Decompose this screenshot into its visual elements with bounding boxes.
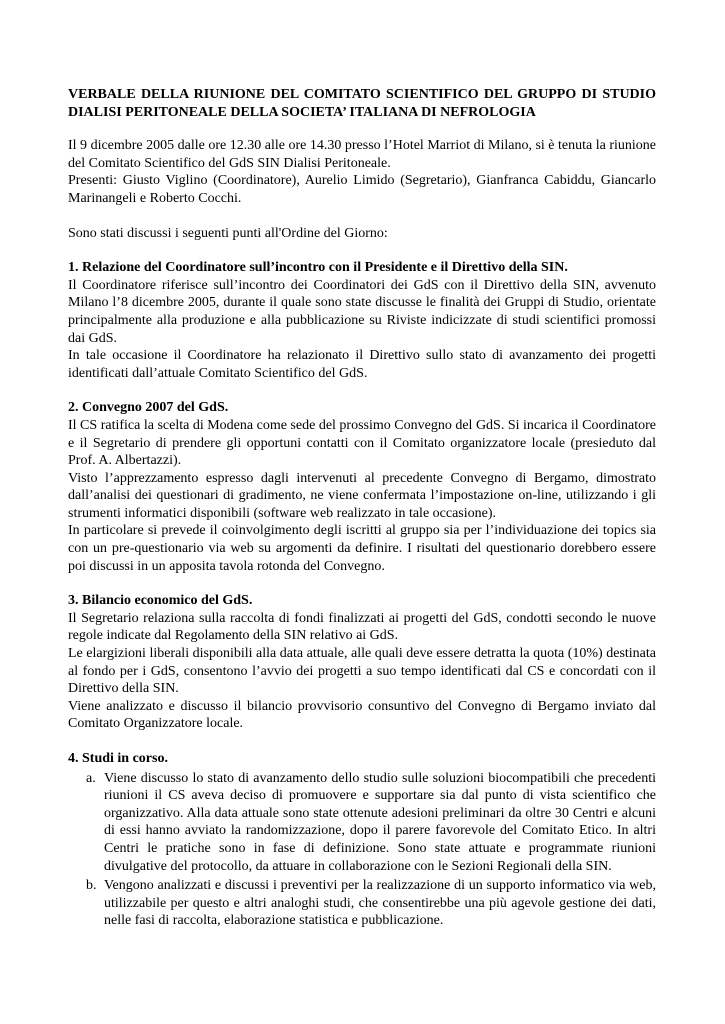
list-item-text: Vengono analizzati e discussi i preventivi per la realizzazione di un supporto informatico via web, utilizzabile per questo e altri analoghi studi, che consentirebbe una più agevole gestione dei dati, nelle fasi di raccolta, elaborazione statistica e pubblicazione. [104, 878, 656, 929]
document-page [68, 86, 656, 947]
list-item [68, 770, 656, 876]
list-marker: a. [86, 770, 96, 786]
section-2 [68, 399, 656, 575]
intro-block [68, 137, 656, 207]
section-paragraph: Il Coordinatore riferisce sull’incontro dei Coordinatori dei GdS con il Direttivo della SIN, avvenuto Milano l’8 dicembre 2005, durante il quale sono state discusse le finalità dei Gruppi di Studio, orientate principalmente alla produzione e alla pubblicazione su Riviste indicizzate di studi scientifici promossi dai GdS. [68, 277, 656, 346]
agenda-intro: Sono stati discussi i seguenti punti all'Ordine del Giorno: [68, 225, 388, 241]
list-marker: b. [86, 878, 97, 894]
list-item [68, 877, 656, 930]
section-heading: 4. Studi in corso. [68, 751, 168, 766]
list-item-text: Viene discusso lo stato di avanzamento dello studio sulle soluzioni biocompatibili che precedenti riunioni il CS aveva deciso di promuovere e supportare sia dal punto di vista scientifico che organizzativo. Alla data attuale sono state ottenute adesioni preliminari da oltre 30 Centri e alcuni di essi hanno avviato la randomizzazione, dopo il parere favorevole del Comitato Etico. In altri Centri le pratiche sono in fase di definizione. Sono state attuate e programmate riunioni divulgative del protocollo, da attuare in collaborazione con le Sezioni Regionali della SIN. [104, 770, 656, 874]
section-paragraph: In tale occasione il Coordinatore ha relazionato il Direttivo sullo stato di avanzamento dei progetti identificati dall’attuale Comitato Scientifico del GdS. [68, 348, 656, 381]
section-1 [68, 259, 656, 382]
section-heading: 3. Bilancio economico del GdS. [68, 593, 253, 609]
section-heading: 2. Convegno 2007 del GdS. [68, 400, 229, 416]
section-heading: 1. Relazione del Coordinatore sull’incontro con il Presidente e il Direttivo della SIN. [68, 260, 568, 276]
section-paragraph: Il Segretario relaziona sulla raccolta di fondi finalizzati ai progetti del GdS, condotti secondo le nuove regole indicate dal Regolamento della SIN relativo ai GdS. [68, 610, 656, 644]
section-paragraph: Le elargizioni liberali disponibili alla data attuale, alle quali deve essere detratta la quota (10%) destinata al fondo per i GdS, consentono l’avvio dei progetti a suo tempo identificati dal CS e concordati con il Direttivo della SIN. [68, 646, 656, 697]
attendees: Presenti: Giusto Viglino (Coordinatore), Aurelio Limido (Segretario), Gianfranca Cabiddu, Giancarlo Marinangeli e Roberto Cocchi. [68, 173, 656, 206]
meeting-info: Il 9 dicembre 2005 dalle ore 12.30 alle ore 14.30 presso l’Hotel Marriot di Milano, si è tenuta la riunione del Comitato Scientifico del GdS SIN Dialisi Peritoneale. [68, 138, 656, 171]
section-paragraph: Viene analizzato e discusso il bilancio provvisorio consuntivo del Convegno di Bergamo inviato dal Comitato Organizzatore locale. [68, 698, 656, 732]
studies-list [68, 770, 656, 930]
section-paragraph: Visto l’apprezzamento espresso dagli intervenuti al precedente Convegno di Bergamo, dimostrato dall’analisi dei questionari di gradimento, ne viene confermata l’impostazione on-line, utilizzando i gli strumenti informatici disponibili (software web realizzato in tale occasione). [68, 470, 656, 521]
section-4 [68, 750, 656, 930]
section-paragraph: Il CS ratifica la scelta di Modena come sede del prossimo Convegno del GdS. Si incarica il Coordinatore e il Segretario di prendere gli opportuni contatti con il Comitato organizzatore locale (presieduto dal Prof. A. Albertazzi). [68, 417, 656, 469]
section-paragraph: In particolare si prevede il coinvolgimento degli iscritti al gruppo sia per l’individuazione dei topics sia con un pre-questionario via web su argomenti da definire. I risultati del questionario dorebbero essere poi discussi in un apposita tavola rotonda del Convegno. [68, 523, 656, 574]
section-3 [68, 592, 656, 733]
document-title: VERBALE DELLA RIUNIONE DEL COMITATO SCIENTIFICO DEL GRUPPO DI STUDIO DIALISI PERITONEALE DELLA SOCIETA’ ITALIANA DI NEFROLOGIA [68, 87, 656, 120]
